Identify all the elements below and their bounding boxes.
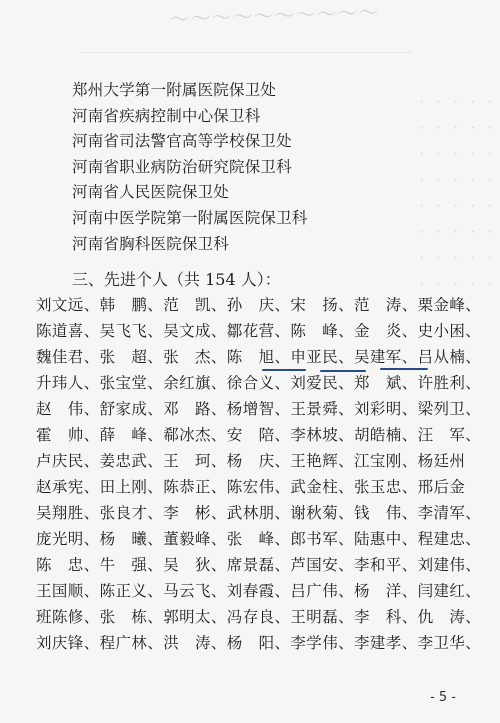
name-row: 赵承宪、田上刚、陈恭正、陈宏伟、武金柱、张玉忠、邢后金 — [36, 478, 466, 496]
name-row: 刘文远、韩 鹏、范 凯、孙 庆、宋 扬、范 涛、栗金峰、 — [36, 296, 482, 314]
name-list — [36, 292, 482, 656]
name-row: 卢庆民、姜忠武、王 珂、杨 庆、王艳辉、江宝刚、杨廷州 — [36, 452, 466, 470]
section-heading: 三、先进个人（共 154 人）： — [72, 270, 281, 289]
name-row: 班陈修、张 栋、郭明太、冯存良、王明磊、李 科、仇 涛、 — [36, 608, 482, 626]
name-row: 霍 帅、薛 峰、郗冰杰、安 陪、李林坡、胡皓楠、汪 军、 — [36, 426, 482, 444]
unit-item: 郑州大学第一附属医院保卫处 — [72, 81, 277, 99]
unit-item: 河南省人民医院保卫处 — [72, 183, 230, 202]
page-number: - 5 - — [430, 690, 456, 705]
unit-item: 河南省司法警官高等学校保卫处 — [72, 132, 292, 151]
handwritten-underline — [380, 368, 428, 370]
bleed-through-line — [82, 52, 412, 53]
handwritten-underline — [320, 370, 366, 372]
name-row: 庞光明、杨 曦、董毅峰、张 峰、郎书军、陆惠中、程建忠、 — [36, 530, 482, 548]
unit-item: 河南中医学院第一附属医院保卫科 — [72, 208, 308, 227]
name-row: 赵 伟、舒家成、邓 路、杨增智、王景舜、刘彩明、梁列卫、 — [36, 400, 482, 418]
handwritten-underline — [262, 369, 306, 371]
unit-list — [72, 78, 308, 257]
name-row: 魏佳君、张 超、张 杰、陈 旭、申亚民、吴建军、吕从楠、 — [36, 348, 482, 366]
bleed-through-marks-right: · · · · · · · · · · · · · · · · · · · · · · · · · · · · · · · · · · · · · · · · — [419, 95, 492, 292]
name-row: 升玮人、张宝堂、余红旗、徐合义、刘爱民、郑 斌、许胜利、 — [36, 374, 482, 392]
name-row: 陈 忠、牛 强、吴 狄、席景磊、芦国安、李和平、刘建伟、 — [36, 556, 482, 574]
unit-item: 河南省职业病防治研究院保卫科 — [72, 157, 292, 176]
unit-item: 河南省疾病控制中心保卫科 — [72, 106, 261, 125]
unit-item: 河南省胸科医院保卫科 — [72, 234, 230, 253]
name-row: 刘庆锋、程广林、洪 涛、杨 阳、李学伟、李建孝、李卫华、 — [36, 634, 482, 652]
name-row: 吴翔胜、张良才、李 彬、武林朋、谢秋菊、钱 伟、李清军、 — [36, 504, 482, 522]
name-row: 陈道喜、吴飞飞、吴文成、鄒花营、陈 峰、金 炎、史小困、 — [36, 322, 482, 340]
name-row: 王国顺、陈正义、马云飞、刘春霞、吕广伟、杨 洋、闫建红、 — [36, 582, 482, 600]
bleed-through-marks: ～～～～～～～～～～ — [169, 0, 380, 32]
